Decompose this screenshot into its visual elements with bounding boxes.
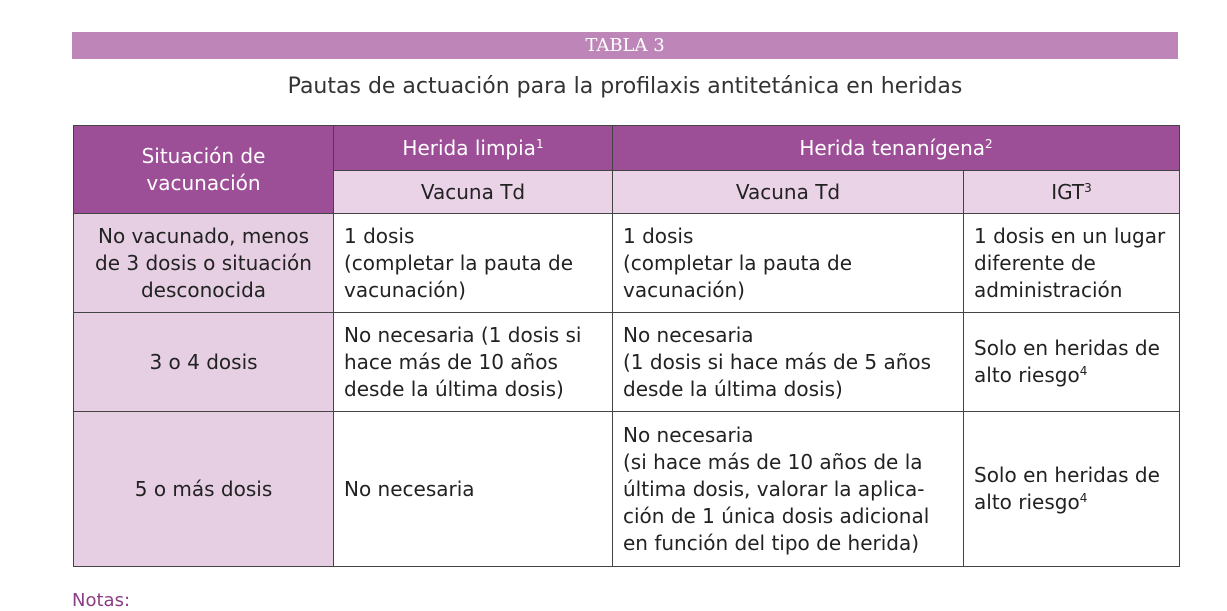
row-situacion: No vacunado, menos de 3 dosis o situación desconocida (74, 214, 334, 313)
cell-tetanigena-vacuna: 1 dosis (completar la pauta de vacunación) (613, 214, 964, 313)
table-row (74, 214, 1180, 313)
table-row (74, 412, 1180, 567)
cell-limpia-vacuna: 1 dosis (completar la pauta de vacunación) (334, 214, 613, 313)
table-row (74, 313, 1180, 412)
prophylaxis-table (73, 125, 1180, 567)
subheader-igt: IGT$^3$ (964, 171, 1180, 214)
header-herida-limpia: Herida limpia$^1$ (334, 126, 613, 171)
cell-igt: Solo en heridas de alto riesgo$^4$ (964, 412, 1180, 567)
row-situacion: 3 o 4 dosis (74, 313, 334, 412)
notes-label: Notas: (72, 590, 131, 611)
cell-tetanigena-vacuna: No necesaria (1 dosis si hace más de 5 años desde la última dosis) (613, 313, 964, 412)
table-number-bar (72, 32, 1178, 59)
cell-igt: Solo en heridas de alto riesgo$^4$ (964, 313, 1180, 412)
cell-tetanigena-vacuna: No necesaria (si hace más de 10 años de la última dosis, valorar la aplica-ción de 1 única dosis adicional en función del tipo de herida) (613, 412, 964, 567)
header-situacion: Situación de vacunación (74, 126, 334, 214)
cell-limpia-vacuna: No necesaria (334, 412, 613, 567)
cell-limpia-vacuna: No necesaria (1 dosis si hace más de 10 años desde la última dosis) (334, 313, 613, 412)
table-title: Pautas de actuación para la profilaxis antitetánica en heridas (287, 74, 963, 99)
subheader-vacuna-tetanigena: Vacuna Td (613, 171, 964, 214)
subheader-vacuna-limpia: Vacuna Td (334, 171, 613, 214)
row-situacion: 5 o más dosis (74, 412, 334, 567)
cell-igt: 1 dosis en un lugar diferente de administración (964, 214, 1180, 313)
header-herida-tetanigena: Herida tenanígena$^2$ (613, 126, 1180, 171)
table-number-label: TABLA 3 (585, 35, 665, 56)
